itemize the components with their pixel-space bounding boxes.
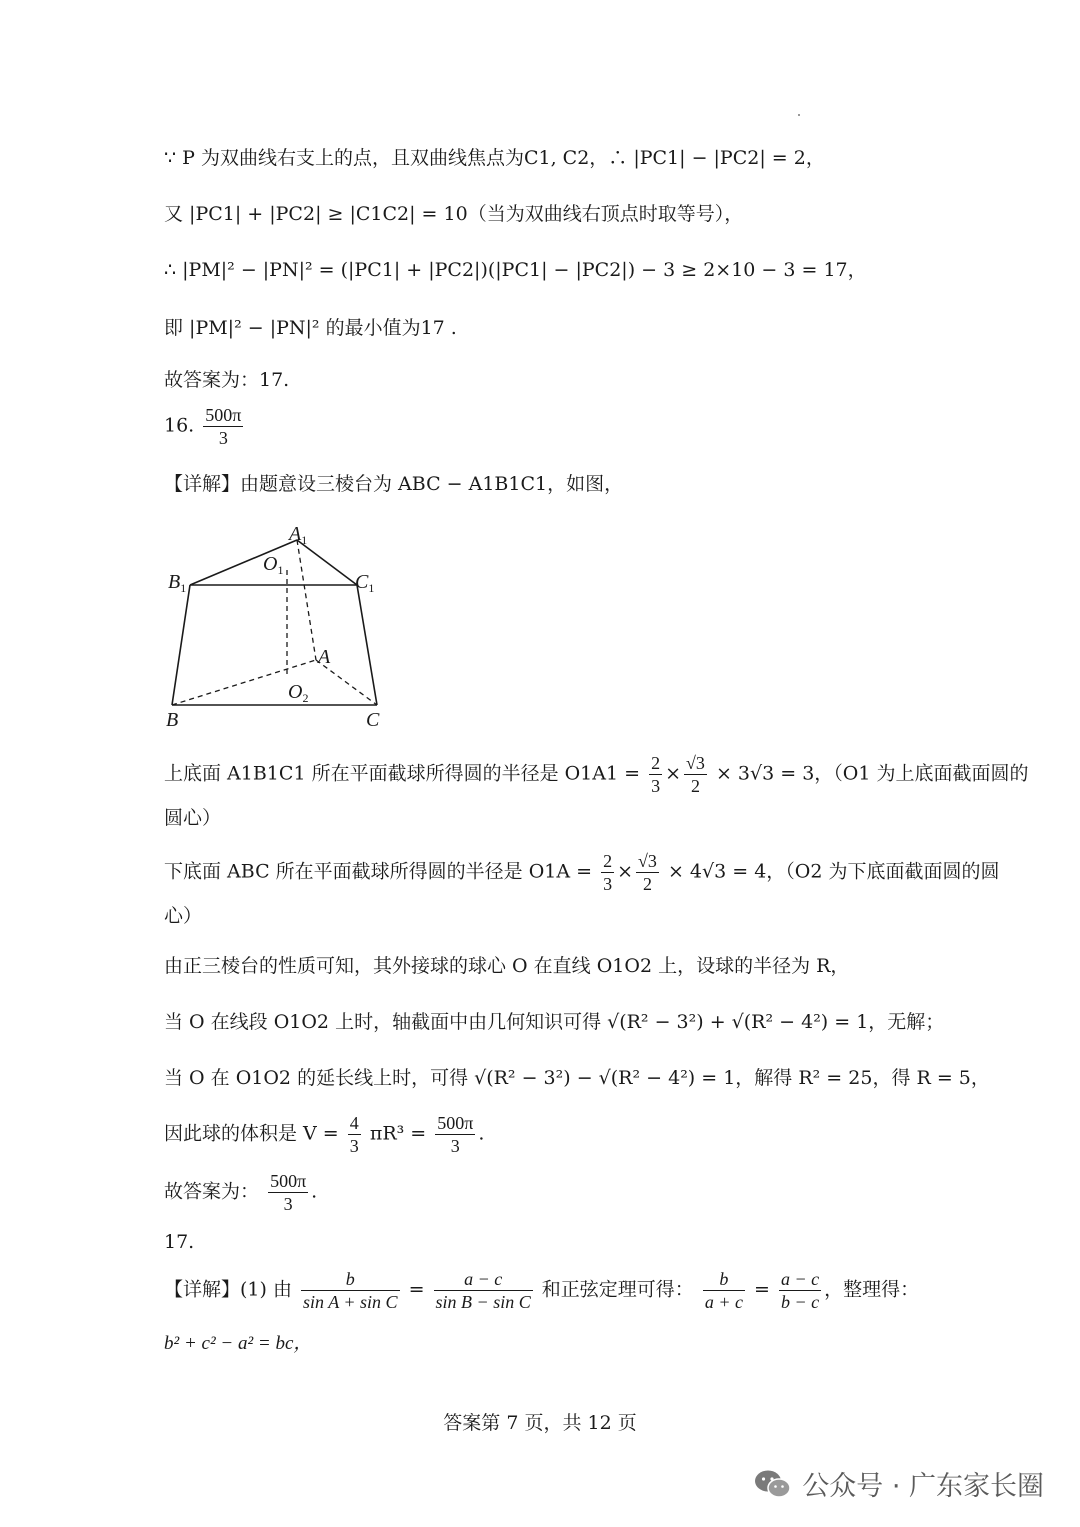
- upper-radius-line: 上底面 A1B1C1 所在平面截球所得圆的半径是 O1A1 = $\frac{2}{3}$ × $\frac{√3}{2}$ × 3√3 = 3，（O1 为上底面截面圆的: [164, 753, 1029, 796]
- page-footer: 答案第 7 页，共 12 页: [443, 1412, 637, 1434]
- svg-text:C1: $C_1$: [355, 571, 375, 595]
- label-a: A: [318, 646, 331, 668]
- label-b1: B: [168, 571, 181, 593]
- answer-line-15: 故答案为：17.: [164, 369, 290, 391]
- label-o2: O: [288, 681, 303, 703]
- answer-fraction: $\frac{500\pi}{3}$: [205, 405, 242, 448]
- lower-radius-line: 下底面 ABC 所在平面截球所得圆的半径是 O1A = $\frac{2}{3}$ × $\frac{√3}{2}$ × 4√3 = 4，（O2 为下底面截面圆的圆: [164, 851, 1000, 894]
- upper-radius-line-cont: 圆心）: [164, 807, 222, 829]
- watermark: [754, 1464, 1044, 1503]
- solution-line-4: 即 |PM|² − |PN|² 的最小值为17 .: [164, 317, 457, 339]
- case-extension-line: 当 O 在 O1O2 的延长线上时，可得 √(R² − 3²) − √(R² − 4²) = 1，解得 R² = 25，得 R = 5，: [164, 1067, 990, 1089]
- label-a1: A: [289, 523, 302, 545]
- solution-line-1: ∵ P 为双曲线右支上的点，且双曲线焦点为C1, C2，∴ |PC1| − |PC2| = 2，: [164, 147, 825, 169]
- label-c: C: [366, 709, 380, 731]
- answer-line-16: 故答案为： $\frac{500\pi}{3}$ .: [164, 1171, 318, 1214]
- volume-line: 因此球的体积是 V = $\frac{4}{3}$ πR³ = $\frac{500\pi}{3}$ .: [164, 1113, 485, 1156]
- scan-speck: [798, 114, 800, 116]
- question-16-detail: 【详解】由题意设三棱台为 ABC − A1B1C1，如图，: [164, 473, 624, 495]
- svg-text:B1: $B_1$: [168, 571, 187, 595]
- sphere-center-line: 由正三棱台的性质可知，其外接球的球心 O 在直线 O1O2 上，设球的半径为 R，: [164, 955, 850, 977]
- case-on-segment-line: 当 O 在线段 O1O2 上时，轴截面中由几何知识可得 √(R² − 3²) + √(R² − 4²) = 1，无解；: [164, 1011, 945, 1033]
- edge-c1-c: [357, 585, 377, 705]
- solution-line-3: ∴ |PM|² − |PN|² = (|PC1| + |PC2|)(|PC1| − |PC2|) − 3 ≥ 2×10 − 3 = 17，: [164, 259, 867, 281]
- question-16-answer: [164, 404, 246, 449]
- lower-radius-line-cont: 心）: [164, 905, 203, 927]
- question-17-number: 17.: [164, 1231, 195, 1253]
- wechat-logo-icon: [754, 1469, 792, 1499]
- question-17-detail: 【详解】(1) 由 $\frac{b}{\text{sin A + sin C}}$ = $\frac{a - c}{\text{sin B − sin C}}$ 和正弦定理可得： $\frac{b}{a + c}$ = $\frac{a - c}{b - c}$ ，整理得：: [164, 1269, 920, 1312]
- label-o1: O: [263, 553, 278, 575]
- svg-text:A1: $A_1$: [289, 523, 308, 547]
- solution-line-2: 又 |PC1| + |PC2| ≥ |C1C2| = 10（当为双曲线右顶点时取等号），: [164, 203, 744, 225]
- label-b: B: [166, 709, 179, 731]
- svg-text:O2: $O_2$: [288, 681, 309, 705]
- frustum-diagram: [160, 520, 400, 735]
- label-c1: C: [355, 571, 369, 593]
- edge-a1-a: [297, 540, 316, 660]
- watermark-text: 公众号 · 广东家长圈: [802, 1471, 1044, 1502]
- question-17-equation: b² + c² − a² = bc，: [164, 1333, 313, 1354]
- question-number: 16.: [164, 414, 195, 437]
- edge-b1-b: [172, 585, 190, 705]
- svg-text:O1: $O_1$: [263, 553, 284, 577]
